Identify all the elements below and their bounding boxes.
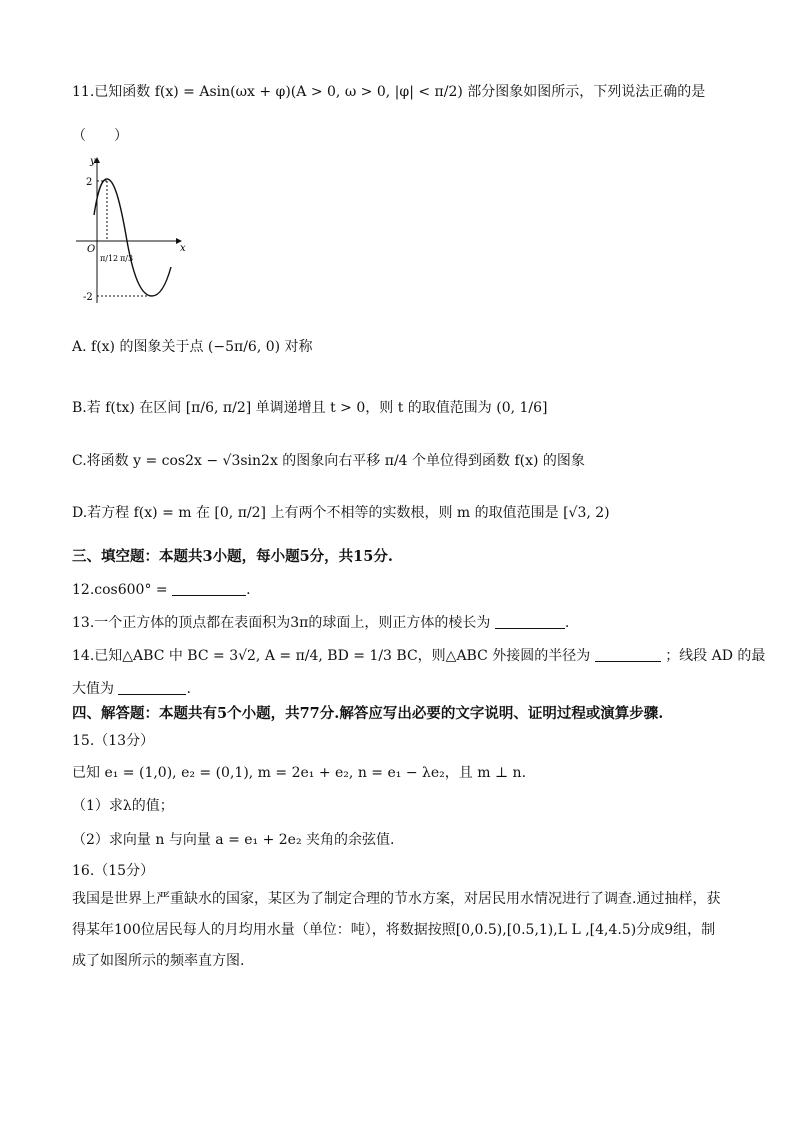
q15-part2: （2）求向量 n 与向量 a = e₁ + 2e₂ 夹角的余弦值. xyxy=(72,832,395,848)
q11-sine-graph xyxy=(72,155,192,305)
q14-line1 xyxy=(72,646,765,666)
q13-text: 13.一个正方体的顶点都在表面积为3π的球面上，则正方体的棱长为 xyxy=(72,615,491,631)
y-max-label: 2 xyxy=(86,177,93,188)
q16-head: 16.（15分） xyxy=(72,863,155,879)
q16-text: 我国是世界上严重缺水的国家，某区为了制定合理的节水方案，对居民用水情况进行了调查.通过抽样，获得某年100位居民每人的月均用水量（单位：吨），将数据按照[0,0.5),[0.5,1),L L ,[4,4.5)分成9组，制成了如图所示的频率直方图. xyxy=(72,891,721,969)
q11-stem: 11.已知函数 f(x) = Asin(ωx + φ)(A > 0, ω > 0, |φ| < π/2) 部分图象如图所示，下列说法正确的是 xyxy=(72,84,706,100)
x-tick-pi-3: π/3 xyxy=(120,254,134,263)
q14-max-blank xyxy=(118,680,186,695)
section-fill-blank-heading: 三、填空题：本题共3小题，每小题5分，共15分. xyxy=(72,548,393,565)
q12-text: 12.cos600° = xyxy=(72,582,168,598)
q11-option-b: B.若 f(tx) 在区间 [π/6, π/2] 单调递增且 t > 0，则 t 的取值范围为 (0, 1/6] xyxy=(72,400,548,416)
x-axis-label: x xyxy=(180,243,186,254)
q11-answer-paren: （ ） xyxy=(72,128,128,144)
y-axis-label: y xyxy=(90,156,96,167)
q11-option-d: D.若方程 f(x) = m 在 [0, π/2] 上有两个不相等的实数根，则 m 的取值范围是 [√3, 2) xyxy=(72,505,610,521)
origin-label: O xyxy=(87,244,96,255)
q12: 12.cos600° = . xyxy=(72,582,251,598)
q13-answer-blank xyxy=(495,614,565,629)
section-solve-heading: 四、解答题：本题共有5个小题，共77分.解答应写出必要的文字说明、证明过程或演算步骤. xyxy=(72,705,664,722)
q14-radius-blank xyxy=(595,647,661,662)
q15-head: 15.（13分） xyxy=(72,733,155,749)
q14-line2: 大值为 . xyxy=(72,681,191,697)
q14-text: 14.已知△ABC 中 BC = 3√2, A = π/4, BD = 1/3 BC，则△ABC 外接圆的半径为 xyxy=(72,648,591,664)
q11-option-c: C.将函数 y = cos2x − √3sin2x 的图象向右平移 π/4 个单位得到函数 f(x) 的图象 xyxy=(72,453,585,469)
y-min-label: -2 xyxy=(83,292,93,303)
q15-given: 已知 e₁ = (1,0), e₂ = (0,1), m = 2e₁ + e₂, n = e₁ − λe₂，且 m ⊥ n. xyxy=(72,765,527,781)
x-tick-pi-12: π/12 xyxy=(100,254,119,263)
q11-option-a: A. f(x) 的图象关于点 (−5π/6, 0) 对称 xyxy=(72,339,313,355)
q15-part1: （1）求λ的值； xyxy=(72,798,174,814)
q14-text-b: ；线段 AD 的最 xyxy=(665,648,766,664)
q14-text-2: 大值为 xyxy=(72,681,114,697)
sine-curve xyxy=(94,179,171,296)
q13: 13.一个正方体的顶点都在表面积为3π的球面上，则正方体的棱长为 . xyxy=(72,615,570,631)
q12-answer-blank xyxy=(172,581,246,596)
